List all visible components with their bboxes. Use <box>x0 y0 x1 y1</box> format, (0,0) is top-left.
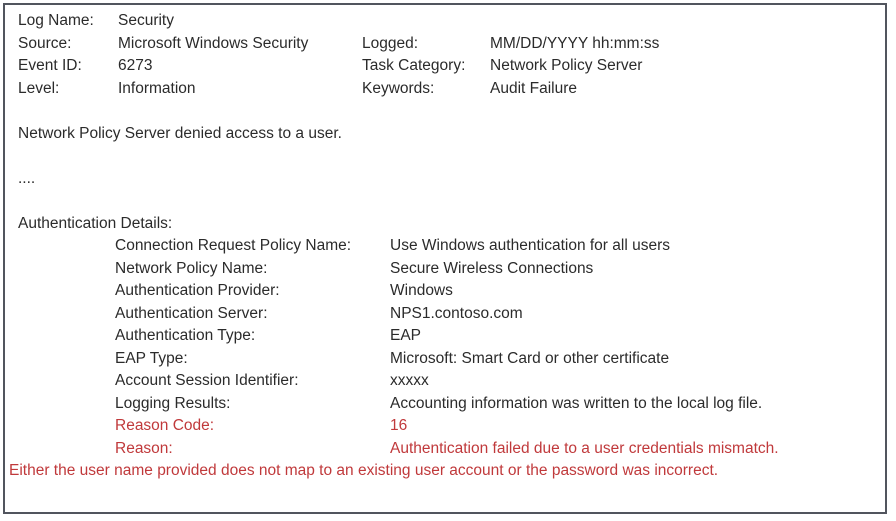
auth-details-list <box>18 235 871 460</box>
auth-value: 16 <box>390 417 408 434</box>
field-value-keywords: Audit Failure <box>490 79 578 97</box>
header-row-eventid-taskcategory <box>18 55 871 78</box>
field-label-logged: Logged: <box>362 34 419 52</box>
field-value-level: Information <box>118 79 196 97</box>
auth-value: Use Windows authentication for all users <box>390 237 670 254</box>
auth-label: Reason: <box>115 439 173 457</box>
field-value-logged: MM/DD/YYYY hh:mm:ss <box>490 34 660 52</box>
auth-row-authentication-server <box>18 303 871 326</box>
event-header <box>18 10 871 100</box>
auth-row-reason <box>18 438 871 461</box>
auth-row-authentication-type <box>18 325 871 348</box>
auth-value: Microsoft: Smart Card or other certificate <box>390 349 670 367</box>
event-log-detail-panel <box>3 3 887 514</box>
auth-row-account-session-identifier <box>18 370 871 393</box>
auth-label: Account Session Identifier: <box>115 372 299 389</box>
auth-value: Secure Wireless Connections <box>390 259 594 277</box>
spacer <box>18 145 871 168</box>
field-label-keywords: Keywords: <box>362 79 435 97</box>
auth-row-reason-code <box>18 415 871 438</box>
header-row-log-name <box>18 10 871 33</box>
auth-label: Authentication Provider: <box>115 282 280 299</box>
field-label-source: Source: <box>18 34 72 52</box>
auth-row-logging-results <box>18 393 871 416</box>
field-value-empty <box>490 10 871 33</box>
auth-label: Network Policy Name: <box>115 259 268 277</box>
field-label-event-id: Event ID: <box>18 57 82 74</box>
auth-value: xxxxx <box>390 372 429 389</box>
auth-row-eap-type <box>18 348 871 371</box>
auth-label: Reason Code: <box>115 417 215 434</box>
header-row-source-logged <box>18 33 871 56</box>
field-value-log-name: Security <box>118 12 174 29</box>
auth-label: Connection Request Policy Name: <box>115 237 352 254</box>
auth-value: EAP <box>390 327 422 344</box>
field-value-source: Microsoft Windows Security <box>118 34 309 52</box>
field-label-empty <box>362 10 490 33</box>
reason-explanation-note: Either the user name provided does not map to an existing user account or the password was incorrect. <box>9 462 719 479</box>
header-row-level-keywords <box>18 78 871 101</box>
spacer <box>18 190 871 213</box>
auth-row-network-policy-name <box>18 258 871 281</box>
auth-row-authentication-provider <box>18 280 871 303</box>
field-label-level: Level: <box>18 79 60 97</box>
event-description: Network Policy Server denied access to a user. <box>18 124 342 142</box>
ellipsis-line: .... <box>18 169 36 187</box>
auth-details-heading: Authentication Details: <box>18 214 173 232</box>
auth-value: Windows <box>390 282 453 299</box>
auth-label: Logging Results: <box>115 394 231 412</box>
auth-value: Authentication failed due to a user credentials mismatch. <box>390 439 779 457</box>
auth-row-connection-request-policy <box>18 235 871 258</box>
auth-label: Authentication Type: <box>115 327 256 344</box>
auth-label: EAP Type: <box>115 349 188 367</box>
auth-value: NPS1.contoso.com <box>390 304 523 322</box>
field-label-log-name: Log Name: <box>18 12 94 29</box>
field-value-event-id: 6273 <box>118 57 153 74</box>
field-label-task-category: Task Category: <box>362 57 466 74</box>
auth-label: Authentication Server: <box>115 304 268 322</box>
spacer <box>18 100 871 123</box>
field-value-task-category: Network Policy Server <box>490 57 643 74</box>
auth-value: Accounting information was written to the local log file. <box>390 394 763 412</box>
